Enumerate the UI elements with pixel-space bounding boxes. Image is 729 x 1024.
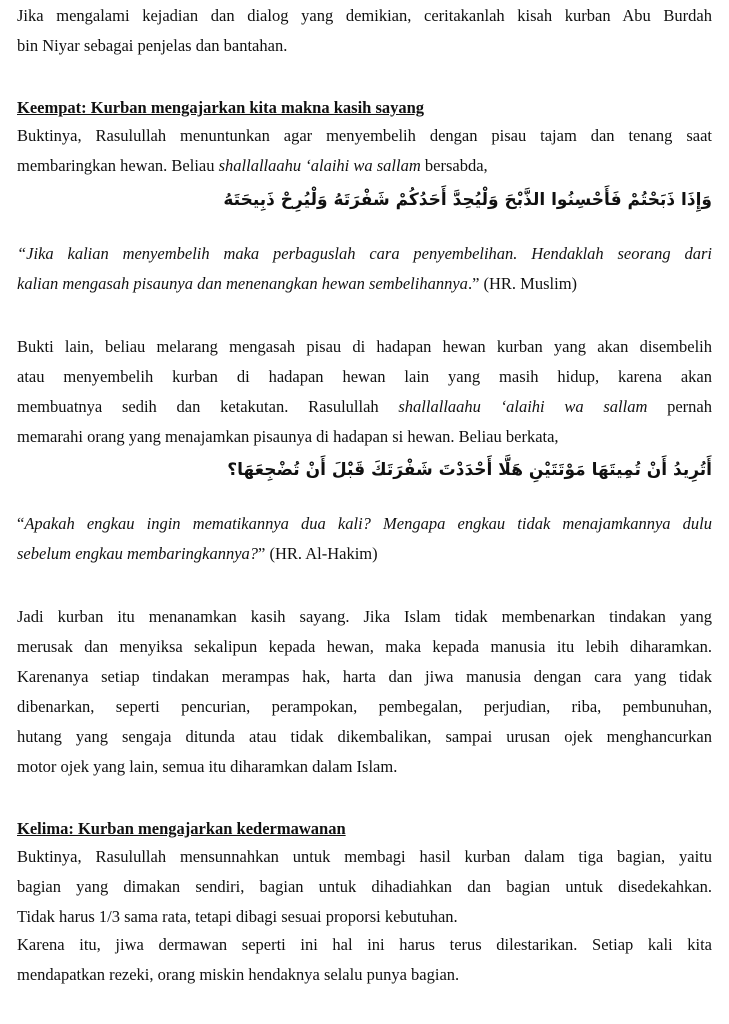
hadith-2-arabic: أَتُرِيدُ أَنْ تُمِيتَهَا مَوْتَتَيْنِ هَلَّا أَحْدَدْتَ شَفْرَتَكَ قَبْلَ أَنْ تُضْجِعَهَا؟ [227,460,712,480]
section-heading-keempat: Keempat: Kurban mengajarkan kita makna kasih sayang [17,98,425,117]
section4-p3-line-4: dibenarkan, seperti pencurian, perampokan, pembegalan, perjudian, riba, pembunuhan, [17,697,712,716]
section5-p2-line-1: Karena itu, jiwa dermawan seperti ini hal ini harus terus dilestarikan. Setiap kali kita [17,935,712,954]
section4-p1-line-1: Buktinya, Rasulullah menuntunkan agar menyembelih dengan pisau tajam dan tenang saat [17,126,712,145]
section4-p2-line-4: memarahi orang yang menajamkan pisaunya di hadapan si hewan. Beliau berkata, [17,427,559,446]
section4-p3-line-1: Jadi kurban itu menanamkan kasih sayang. Jika Islam tidak membenarkan tindakan yang [17,607,712,626]
intro-line-1: Jika mengalami kejadian dan dialog yang demikian, ceritakanlah kisah kurban Abu Burdah [17,6,712,25]
intro-line-2: bin Niyar sebagai penjelas dan bantahan. [17,36,288,55]
section4-p3-line-3: Karenanya setiap tindakan merampas hak, harta dan jiwa manusia dengan cara yang tidak [17,667,712,686]
section4-p2-line-3: membuatnya sedih dan ketakutan. Rasulullah shallallaahu ‘alaihi wa sallam pernah [17,397,712,416]
section5-p1-line-3: Tidak harus 1/3 sama rata, tetapi dibagi sesuai proporsi kebutuhan. [17,907,458,926]
section4-p3-line-2: merusak dan menyiksa sekalipun kepada hewan, maka kepada manusia itu lebih diharamkan. [17,637,712,656]
section4-p1-line-2: membaringkan hewan. Beliau shallallaahu ‘alaihi wa sallam bersabda, [17,156,488,175]
hadith-2-translation-line-2: sebelum engkau membaringkannya?” (HR. Al-Hakim) [17,544,378,563]
section5-p1-line-1: Buktinya, Rasulullah mensunnahkan untuk membagi hasil kurban dalam tiga bagian, yaitu [17,847,712,866]
hadith-1-translation-line-1: “Jika kalian menyembelih maka perbaguslah cara penyembelihan. Hendaklah seorang dari [17,244,712,263]
hadith-1-arabic: وَإِذَا ذَبَحْتُمْ فَأَحْسِنُوا الذَّبْحَ وَلْيُحِدَّ أَحَدُكُمْ شَفْرَتَهُ وَلْيُرِحْ ذَبِيحَتَهُ [223,190,712,210]
section4-p3-line-5: hutang yang sengaja ditunda atau tidak dikembalikan, sampai urusan ojek menghancurkan [17,727,712,746]
hadith-2-translation-line-1: “Apakah engkau ingin mematikannya dua kali? Mengapa engkau tidak menajamkannya dulu [17,514,712,533]
section4-p2-line-1: Bukti lain, beliau melarang mengasah pisau di hadapan hewan kurban yang akan disembelih [17,337,712,356]
section4-p2-line-2: atau menyembelih kurban di hadapan hewan lain yang masih hidup, karena akan [17,367,712,386]
section5-p1-line-2: bagian yang dimakan sendiri, bagian untuk dihadiahkan dan bagian untuk disedekahkan. [17,877,712,896]
section4-p3-line-6: motor ojek yang lain, semua itu diharamkan dalam Islam. [17,757,398,776]
hadith-1-translation-line-2: kalian mengasah pisaunya dan menenangkan hewan sembelihannya.” (HR. Muslim) [17,274,578,293]
section5-p2-line-2: mendapatkan rezeki, orang miskin hendaknya selalu punya bagian. [17,965,460,984]
section-heading-kelima: Kelima: Kurban mengajarkan kedermawanan [17,819,346,838]
